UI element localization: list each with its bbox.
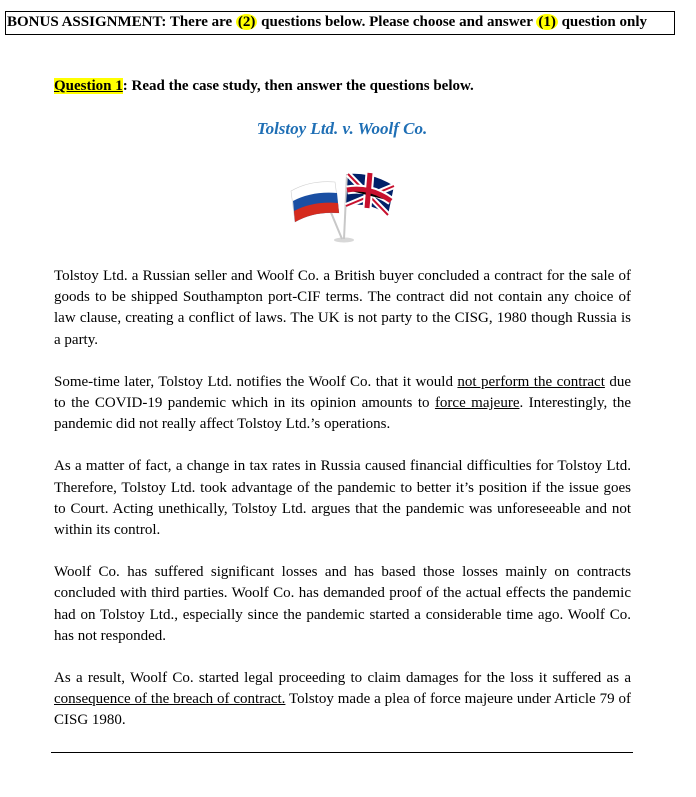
uk-flag-icon bbox=[346, 173, 394, 215]
paragraph-2: Some-time later, Tolstoy Ltd. notifies the Woolf Co. that it would not perform the contract due to the COVID-19 pandemic which in its opinion amounts to force majeure. Interestingly, the pandemic did not really affect Tolstoy Ltd.’s operations. bbox=[54, 373, 632, 433]
underlined-phrase: force majeure bbox=[434, 395, 520, 412]
answer-count-badge: (1) bbox=[538, 14, 556, 30]
banner-text-1: BONUS ASSIGNMENT: There are bbox=[7, 14, 236, 30]
question-instruction: : Read the case study, then answer the questions below. bbox=[122, 78, 474, 94]
case-study-text bbox=[54, 266, 631, 753]
underlined-phrase: consequence of the breach of contract. bbox=[54, 691, 286, 708]
divider-line bbox=[51, 752, 633, 753]
paragraph-3: As a matter of fact, a change in tax rates in Russia caused financial difficulties for Tolstoy Ltd. Therefore, Tolstoy Ltd. took advantage of the pandemic to better it’s position if the issue goes to Court. Acting unethically, Tolstoy Ltd. argues that the pandemic was unforeseeable and not within its control. bbox=[54, 458, 631, 539]
banner-text-2: questions below. Please choose and answer bbox=[257, 14, 537, 30]
underlined-phrase: not perform the contract bbox=[457, 373, 605, 390]
paragraph-5: As a result, Woolf Co. started legal proceeding to claim damages for the loss it suffered as a consequence of the breach of contract. Tolstoy made a plea of force majeure under Article 79 of CISG 1980. bbox=[54, 670, 631, 729]
flags-image bbox=[284, 168, 400, 244]
paragraph-4: Woolf Co. has suffered significant losses and has based those losses mainly on contracts concluded with third parties. Woolf Co. has demanded proof of the actual effects the pandemic had on Tolstoy Ltd., especially since the pandemic started a considerable time ago. Woolf Co. has not responded. bbox=[54, 564, 631, 644]
assignment-banner bbox=[5, 11, 675, 35]
question-count-badge: (2) bbox=[237, 14, 256, 30]
paragraph-1: Tolstoy Ltd. a Russian seller and Woolf Co. a British buyer concluded a contract for the sale of goods to be shipped Southampton port-CIF terms. The contract did not contain any choice of law clause, creating a conflict of laws. The UK is not party to the CISG, 1980 though Russia is a party. bbox=[54, 268, 631, 348]
case-title: Tolstoy Ltd. v. Woolf Co. bbox=[256, 119, 428, 138]
question-label: Question 1 bbox=[54, 78, 123, 94]
question-heading bbox=[54, 76, 474, 96]
banner-text-3: question only bbox=[557, 14, 648, 30]
